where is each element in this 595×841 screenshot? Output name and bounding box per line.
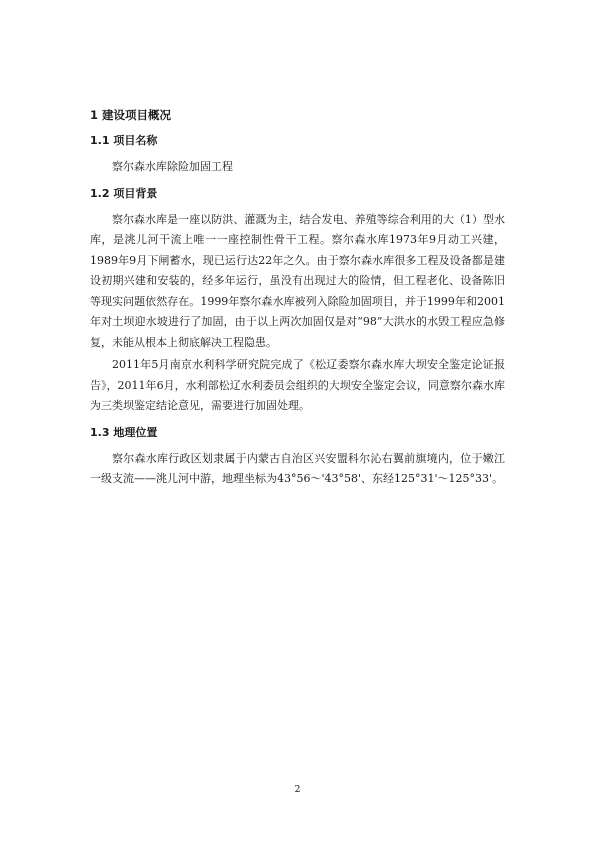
paragraph-background-1: 察尔森水库是一座以防洪、灌溉为主，结合发电、养殖等综合利用的大（1）型水库，是洮儿河干流上唯一一座控制性骨干工程。察尔森水库1973年9月动工兴建，1989年9月下闸蓄水，现已运行达22年之久。由于察尔森水库很多工程及设备都是建设初期兴建和安装的，经多年运行，虽没有出现过大的险情，但工程老化、设备陈旧等现实问题依然存在。1999年察尔森水库被列入除险加固项目，并于1999年和2001年对土坝迎水坡进行了加固，由于以上两次加固仅是对“98”大洪水的水毁工程应急修复，未能从根本上彻底解决工程隐患。	[90, 212, 505, 349]
paragraph-project-name: 察尔森水库除险加固工程	[112, 160, 233, 173]
subsection-heading-location: 1.3 地理位置	[90, 425, 158, 439]
page-number: 2	[294, 784, 301, 795]
section-heading: 1 建设项目概况	[90, 108, 172, 122]
page-content	[90, 107, 505, 492]
paragraph-location: 察尔森水库行政区划隶属于内蒙古自治区兴安盟科尔沁右翼前旗境内，位于嫩江一级支流——洮儿河中游，地理坐标为43°56～'43°58'、东经125°31'～125°33'。	[90, 451, 505, 485]
subsection-heading-project-name: 1.1 项目名称	[90, 134, 158, 147]
subsection-heading-background: 1.2 项目背景	[90, 186, 158, 200]
paragraph-background-2: 2011年5月南京水利科学研究院完成了《松辽委察尔森水库大坝安全鉴定论证报告》，2011年6月，水利部松辽水利委员会组织的大坝安全鉴定会议，同意察尔森水库为三类坝鉴定结论意见，需要进行加固处理。	[90, 358, 505, 412]
